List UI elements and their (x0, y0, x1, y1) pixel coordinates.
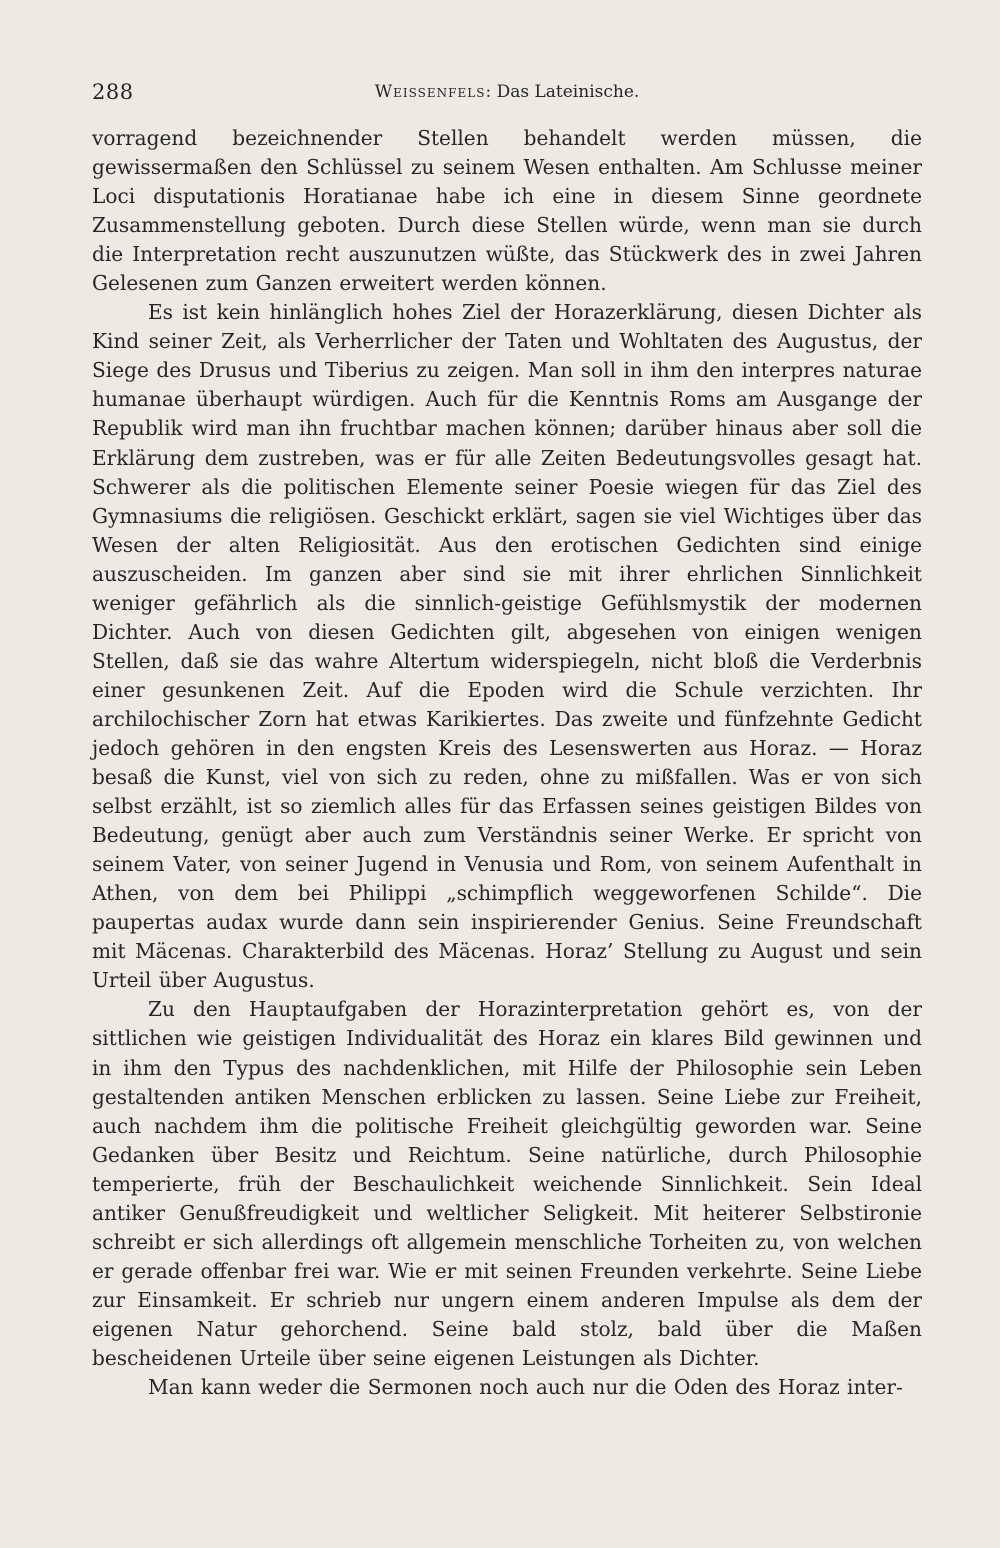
body-text (92, 124, 922, 1402)
running-head (92, 82, 922, 102)
page-number: 288 (92, 80, 134, 104)
paragraph-2: Es ist kein hinlänglich hohes Ziel der Horazerklärung, diesen Dichter als Kind seiner Zeit, als Verherrlicher der Taten und Wohltaten des Augustus, der Siege des Drusus und Tiberius zu zeigen. Man soll in ihm den interpres naturae humanae überhaupt würdigen. Auch für die Kenntnis Roms am Ausgange der Republik wird man ihn fruchtbar machen können; darüber hinaus aber soll die Erklärung dem zustreben, was er für alle Zeiten Bedeutungsvolles gesagt hat. Schwerer als die politischen Elemente seiner Poesie wiegen für das Ziel des Gymnasiums die religiösen. Geschickt erklärt, sagen sie viel Wichtiges über das Wesen der alten Religiosität. Aus den erotischen Gedichten sind einige auszuscheiden. Im ganzen aber sind sie mit ihrer ehrlichen Sinnlichkeit weniger gefährlich als die sinnlich-geistige Gefühlsmystik der modernen Dichter. Auch von diesen Gedichten gilt, abgesehen von einigen wenigen Stellen, daß sie das wahre Altertum widerspiegeln, nicht bloß die Verderbnis einer gesunkenen Zeit. Auf die Epoden wird die Schule verzichten. Ihr archilochischer Zorn hat etwas Karikiertes. Das zweite und fünfzehnte Gedicht jedoch gehören in den engsten Kreis des Lesenswerten aus Horaz. — Horaz besaß die Kunst, viel von sich zu reden, ohne zu mißfallen. Was er von sich selbst erzählt, ist so ziemlich alles für das Erfassen seines geistigen Bildes von Bedeutung, genügt aber auch zum Verständnis seiner Werke. Er spricht von seinem Vater, von seiner Jugend in Venusia und Rom, von seinem Aufenthalt in Athen, von dem bei Philippi „schimpflich weggeworfenen Schilde“. Die paupertas audax wurde dann sein inspirierender Genius. Seine Freundschaft mit Mäcenas. Charakterbild des Mäcenas. Horaz’ Stellung zu August und sein Urteil über Augustus. (92, 300, 922, 993)
paragraph-1: vorragend bezeichnender Stellen behandelt werden müssen, die gewissermaßen den Schlüssel zu seinem Wesen enthalten. Am Schlusse meiner Loci disputationis Horatianae habe ich eine in diesem Sinne geordnete Zusammenstellung geboten. Durch diese Stellen würde, wenn man sie durch die Interpretation recht auszunutzen wüßte, das Stückwerk des in zwei Jahren Gelesenen zum Ganzen erweitert werden können. (92, 126, 922, 296)
paragraph-3: Zu den Hauptaufgaben der Horazinterpretation gehört es, von der sittlichen wie geistigen Individualität des Horaz ein klares Bild gewinnen und in ihm den Typus des nachdenklichen, mit Hilfe der Philosophie sein Leben gestaltenden antiken Menschen erblicken zu lassen. Seine Liebe zur Freiheit, auch nachdem ihm die politische Freiheit gleichgültig geworden war. Seine Gedanken über Besitz und Reichtum. Seine natürliche, durch Philosophie temperierte, früh der Beschaulichkeit weichende Sinnlichkeit. Sein Ideal antiker Genußfreudigkeit und weltlicher Seligkeit. Mit heiterer Selbstironie schreibt er sich allerdings oft allgemein menschliche Torheiten zu, von welchen er gerade offenbar frei war. Wie er mit seinen Freunden verkehrte. Seine Liebe zur Einsamkeit. Er schrieb nur ungern einem anderen Impulse als dem der eigenen Natur gehorchend. Seine bald stolz, bald über die Maßen bescheidenen Urteile über seine eigenen Leistungen als Dichter. (92, 997, 922, 1370)
running-head-title: Das Lateinische. (496, 82, 640, 102)
paragraph-4: Man kann weder die Sermonen noch auch nur die Oden des Horaz inter- (148, 1375, 903, 1400)
running-head-author: Weissenfels (374, 82, 486, 102)
running-head-separator: : (485, 82, 492, 102)
page-header (92, 80, 922, 114)
